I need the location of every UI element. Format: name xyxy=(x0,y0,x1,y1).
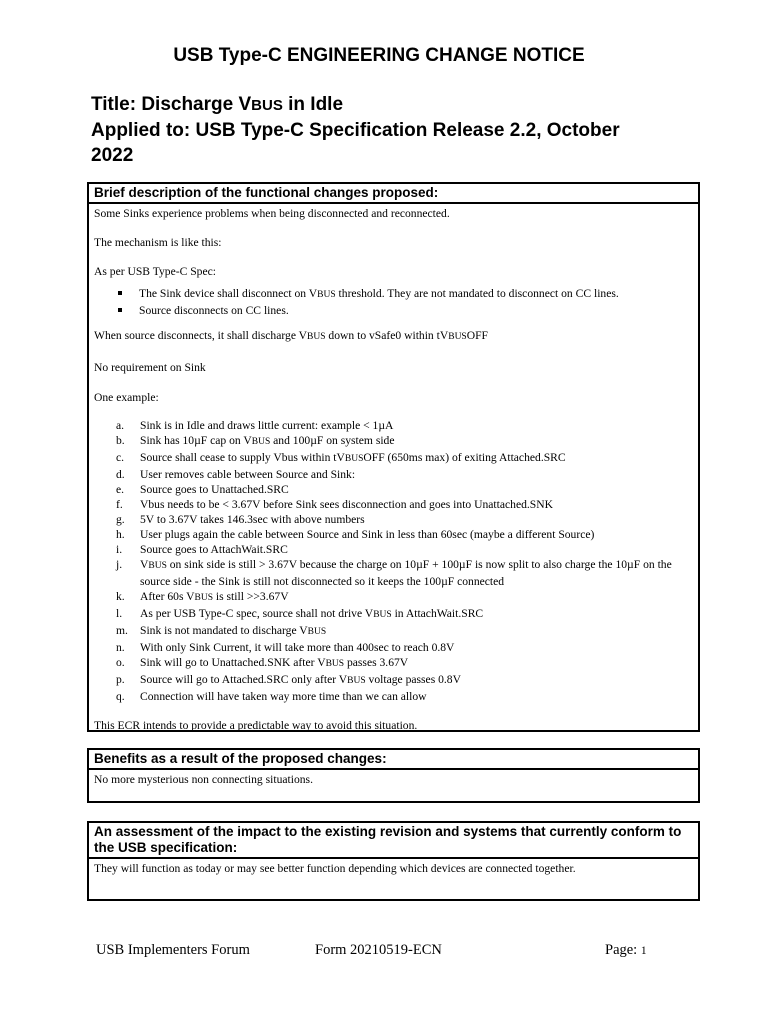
step-marker: f. xyxy=(116,498,123,511)
no-requirement-line: No requirement on Sink xyxy=(94,361,206,374)
example-step: o. Sink will go to Unattached.SNK after VBUS passes 3.67V xyxy=(116,656,409,669)
step-marker: i. xyxy=(116,543,123,556)
intro-line: Some Sinks experience problems when being disconnected and reconnected. xyxy=(94,207,450,220)
step-marker: p. xyxy=(116,673,125,686)
example-step: h. User plugs again the cable between Source and Sink in less than 60sec (maybe a different Source) xyxy=(116,528,595,541)
description-body xyxy=(89,204,698,737)
intro-line: The mechanism is like this: xyxy=(94,236,222,249)
example-step: n. With only Sink Current, it will take more than 400sec to reach 0.8V xyxy=(116,641,455,654)
example-step: k. After 60s VBUS is still >>3.67V xyxy=(116,590,289,603)
step-marker: a. xyxy=(116,419,125,432)
ecn-title: Title: Discharge VBUS in Idle xyxy=(91,94,344,115)
bullet-item: The Sink device shall disconnect on VBUS threshold. They are not mandated to disconnect on CC lines. xyxy=(118,286,693,303)
footer-page: Page: 1 xyxy=(605,942,647,958)
applied-to: Applied to: USB Type-C Specification Release 2.2, October 2022 xyxy=(91,120,620,166)
step-marker: h. xyxy=(116,528,125,541)
footer-form: Form 20210519-ECN xyxy=(315,942,442,958)
step-marker: g. xyxy=(116,513,125,526)
example-step: c. Source shall cease to supply Vbus within tVBUSOFF (650ms max) of exiting Attached.SRC xyxy=(116,451,566,464)
conclusion-line: This ECR intends to provide a predictable way to avoid this situation. xyxy=(94,719,418,732)
example-step: q. Connection will have taken way more time than we can allow xyxy=(116,690,427,703)
example-step: p. Source will go to Attached.SRC only after VBUS voltage passes 0.8V xyxy=(116,673,461,686)
title-block xyxy=(91,92,691,168)
example-step: m. Sink is not mandated to discharge VBUS xyxy=(116,624,327,637)
intro-line: As per USB Type-C Spec: xyxy=(94,265,216,278)
example-steps xyxy=(94,418,693,704)
description-section xyxy=(87,182,700,732)
example-step: e. Source goes to Unattached.SRC xyxy=(116,483,289,496)
step-marker: e. xyxy=(116,483,125,496)
discharge-line: When source disconnects, it shall discharge VBUS down to vSafe0 within tVBUSOFF xyxy=(94,329,488,342)
example-step: j. VBUS on sink side is still > 3.67V because the charge on 10µF + 100µF is now split to also charge the 10µF on the source side - the Sink is still not disconnected so it keeps the 100µF connected xyxy=(116,558,672,588)
example-step: f. Vbus needs to be < 3.67V before Sink sees disconnection and goes into Unattached.SNK xyxy=(116,498,553,511)
step-marker: o. xyxy=(116,656,125,669)
step-marker: n. xyxy=(116,641,125,654)
example-label: One example: xyxy=(94,391,159,404)
step-marker: k. xyxy=(116,590,125,603)
assessment-body: They will function as today or may see better function depending which devices are connected together. xyxy=(94,862,576,875)
spec-bullets xyxy=(94,286,693,318)
benefits-heading: Benefits as a result of the proposed changes: xyxy=(89,750,698,770)
step-marker: c. xyxy=(116,451,125,464)
example-step: a. Sink is in Idle and draws little current: example < 1µA xyxy=(116,419,394,432)
step-marker: j. xyxy=(116,558,123,571)
step-marker: b. xyxy=(116,434,125,447)
step-marker: m. xyxy=(116,624,128,637)
step-marker: d. xyxy=(116,468,125,481)
step-marker: q. xyxy=(116,690,125,703)
bullet-item: Source disconnects on CC lines. xyxy=(118,303,693,318)
example-step: l. As per USB Type-C spec, source shall not drive VBUS in AttachWait.SRC xyxy=(116,607,484,620)
description-heading: Brief description of the functional changes proposed: xyxy=(89,184,698,204)
example-step: g. 5V to 3.67V takes 146.3sec with above numbers xyxy=(116,513,365,526)
example-step: i. Source goes to AttachWait.SRC xyxy=(116,543,288,556)
step-marker: l. xyxy=(116,607,123,620)
example-step: b. Sink has 10µF cap on VBUS and 100µF on system side xyxy=(116,434,395,447)
assessment-heading: An assessment of the impact to the existing revision and systems that currently conform to the USB specification: xyxy=(89,823,698,859)
example-step: d. User removes cable between Source and Sink: xyxy=(116,468,356,481)
footer-org: USB Implementers Forum xyxy=(96,942,250,958)
document-title: USB Type-C ENGINEERING CHANGE NOTICE xyxy=(173,45,585,66)
assessment-section xyxy=(87,821,700,901)
benefits-section xyxy=(87,748,700,803)
benefits-body: No more mysterious non connecting situations. xyxy=(94,773,313,786)
